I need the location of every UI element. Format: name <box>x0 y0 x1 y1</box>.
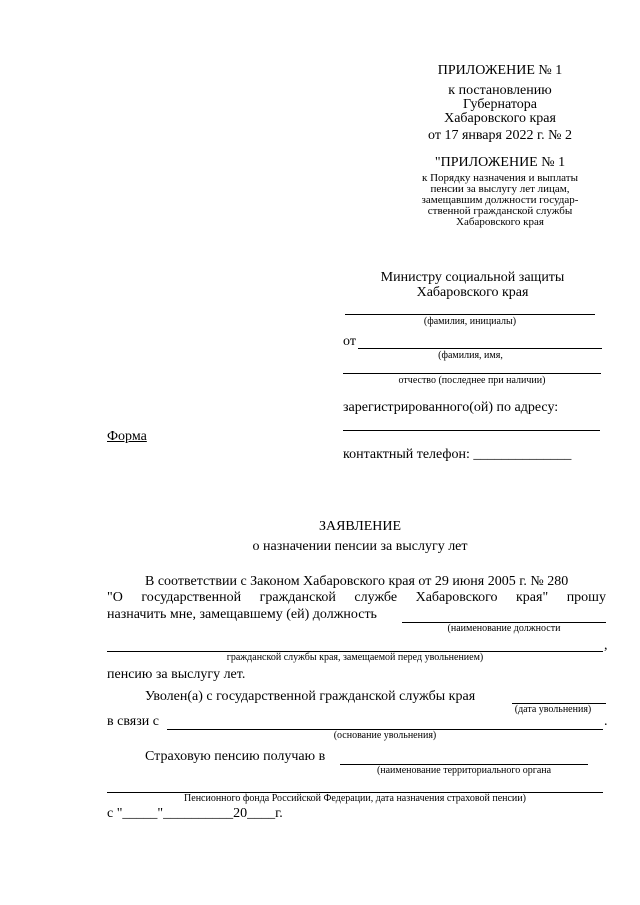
procedure-line: пенсии за выслугу лет лицам, <box>430 183 570 195</box>
document-title: ЗАЯВЛЕНИЕ <box>318 519 402 534</box>
procedure-line: ственной гражданской службы <box>427 205 573 217</box>
dismissed-text: Уволен(а) с государственной гражданской службы края <box>145 689 476 704</box>
decree-reference <box>390 84 610 126</box>
body-word: службе <box>354 590 398 605</box>
hint-reason: (основание увольнения) <box>333 730 437 741</box>
procedure-line: Хабаровского края <box>456 216 544 228</box>
addressee-ministry <box>345 270 600 300</box>
body-word: прошу <box>566 590 606 605</box>
trailing-comma: , <box>604 638 608 653</box>
hint-name: (фамилия, имя, <box>438 350 503 361</box>
body-paragraph-justified-line <box>107 590 606 606</box>
procedure-line: замещавшим должности государ- <box>421 194 579 206</box>
procedure-line: к Порядку назначения и выплаты <box>422 172 578 184</box>
hint-pension-fund: Пенсионного фонда Российской Федерации, дата назначения страховой пенсии) <box>184 793 526 804</box>
period-mark: . <box>604 714 608 729</box>
hint-patronymic: отчество (последнее при наличии) <box>398 375 546 386</box>
governor-text: Губернатора <box>462 97 538 112</box>
hint-territorial: (наименование территориального органа <box>376 765 552 776</box>
from-label: от <box>343 334 356 349</box>
body-word: гражданской <box>259 590 336 605</box>
body-word: государственной <box>141 590 242 605</box>
insurance-pension-text: Страховую пенсию получаю в <box>145 749 326 764</box>
decree-date-number: от 17 января 2022 г. № 2 <box>428 128 572 143</box>
body-paragraph-line: назначить мне, замещавшему (ей) должность <box>107 607 377 622</box>
to-decree-text: к постановлению <box>448 83 552 98</box>
from-name-line[interactable] <box>358 348 602 349</box>
body-paragraph-line: В соответствии с Законом Хабаровского края от 29 июня 2005 г. № 280 <box>145 574 569 589</box>
body-word: Хабаровского <box>415 590 498 605</box>
ministry-line: Хабаровского края <box>416 285 529 300</box>
body-word: края" <box>516 590 549 605</box>
appendix-quoted-title: "ПРИЛОЖЕНИЕ № 1 <box>434 155 566 170</box>
due-to-label: в связи с <box>107 714 159 729</box>
contact-phone: контактный телефон: ______________ <box>343 447 572 462</box>
pension-line: пенсию за выслугу лет. <box>107 667 246 682</box>
registered-address-label: зарегистрированного(ой) по адресу: <box>343 400 559 415</box>
surname-initials-line[interactable] <box>345 314 595 315</box>
procedure-reference <box>390 173 610 228</box>
form-label: Форма <box>107 429 147 444</box>
hint-dismiss-date: (дата увольнения) <box>514 704 592 715</box>
body-word: "О <box>107 590 123 605</box>
hint-surname-initials: (фамилия, инициалы) <box>423 316 517 327</box>
region-text: Хабаровского края <box>444 111 556 126</box>
ministry-line: Министру социальной защиты <box>380 270 565 285</box>
document-subtitle: о назначении пенсии за выслугу лет <box>252 539 468 554</box>
since-date-line[interactable]: с "_____"__________20____г. <box>107 806 283 821</box>
hint-position: (наименование должности <box>447 623 561 634</box>
appendix-title: ПРИЛОЖЕНИЕ № 1 <box>437 63 563 78</box>
address-line[interactable] <box>343 430 600 431</box>
patronymic-line[interactable] <box>343 373 601 374</box>
hint-civil-service: гражданской службы края, замещаемой перед увольнением) <box>226 652 484 663</box>
